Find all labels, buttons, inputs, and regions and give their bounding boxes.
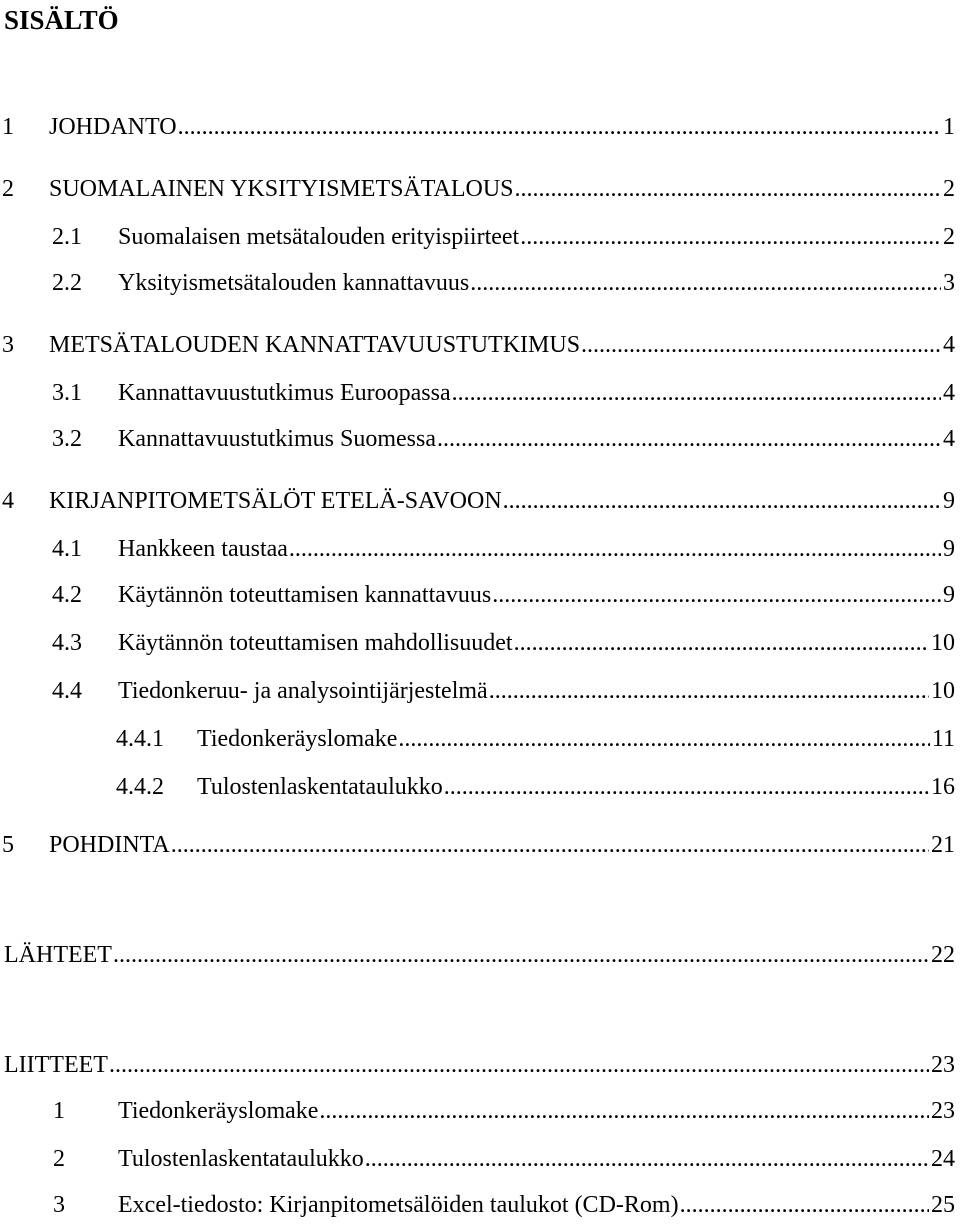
toc-entry[interactable] bbox=[0, 1190, 955, 1220]
toc-entry-title: Hankkeen taustaa bbox=[118, 536, 288, 562]
toc-entry-number: 4 bbox=[2, 488, 14, 514]
toc-entry-page: 4 bbox=[943, 380, 955, 406]
toc-entry[interactable] bbox=[0, 724, 955, 754]
toc-entry-page: 23 bbox=[931, 1052, 955, 1078]
toc-entry-title: Yksityismetsätalouden kannattavuus bbox=[118, 270, 470, 296]
toc-entry-number: 3.1 bbox=[52, 380, 82, 406]
page-title: SISÄLTÖ bbox=[4, 5, 119, 35]
dot-leader bbox=[489, 676, 929, 706]
toc-entry-number: 1 bbox=[53, 1098, 65, 1124]
dot-leader bbox=[171, 830, 929, 860]
toc-entry-number: 4.1 bbox=[52, 536, 82, 562]
toc-entry-page: 9 bbox=[943, 536, 955, 562]
toc-entry[interactable] bbox=[0, 330, 955, 360]
toc-entry-page: 24 bbox=[931, 1146, 955, 1172]
toc-entry-number: 3.2 bbox=[52, 426, 82, 452]
toc-entry[interactable] bbox=[0, 830, 955, 860]
toc-entry-page: 9 bbox=[943, 488, 955, 514]
toc-entry-title: Tulostenlaskentataulukko bbox=[197, 774, 443, 800]
dot-leader bbox=[452, 378, 941, 408]
dot-leader bbox=[289, 534, 941, 564]
toc-entry-number: 5 bbox=[2, 832, 14, 858]
dot-leader bbox=[515, 174, 941, 204]
dot-leader bbox=[437, 424, 941, 454]
toc-entry-page: 2 bbox=[943, 224, 955, 250]
toc-entry-page: 16 bbox=[931, 774, 955, 800]
toc-entry[interactable] bbox=[0, 486, 955, 516]
dot-leader bbox=[581, 330, 941, 360]
toc-entry-page: 11 bbox=[931, 726, 955, 752]
toc-entry-title: Tiedonkeräyslomake bbox=[197, 726, 398, 752]
toc-entry[interactable] bbox=[0, 772, 955, 802]
toc-entry-number: 3 bbox=[53, 1192, 65, 1218]
toc-entry-number: 4.4.2 bbox=[116, 774, 164, 800]
toc-entry[interactable] bbox=[0, 174, 955, 204]
toc-entry-page: 25 bbox=[931, 1192, 955, 1218]
dot-leader bbox=[503, 486, 941, 516]
toc-entry-number: 4.3 bbox=[52, 630, 82, 656]
toc-entry-number: 2.2 bbox=[52, 270, 82, 296]
toc-entry-page: 1 bbox=[943, 114, 955, 140]
toc-entry[interactable] bbox=[0, 1144, 955, 1174]
toc-entry[interactable] bbox=[0, 112, 955, 142]
toc-entry-title: LÄHTEET bbox=[4, 942, 112, 968]
toc-entry-page: 4 bbox=[943, 426, 955, 452]
toc-entry-number: 2 bbox=[2, 176, 14, 202]
dot-leader bbox=[444, 772, 929, 802]
dot-leader bbox=[319, 1096, 929, 1126]
toc-entry-number: 4.4 bbox=[52, 678, 82, 704]
dot-leader bbox=[113, 940, 929, 970]
toc-entry[interactable] bbox=[0, 268, 955, 298]
toc-entry-title: Käytännön toteuttamisen kannattavuus bbox=[118, 582, 492, 608]
toc-entry[interactable] bbox=[0, 940, 955, 970]
dot-leader bbox=[520, 222, 941, 252]
toc-entry-title: Tulostenlaskentataulukko bbox=[118, 1146, 364, 1172]
toc-entry-page: 23 bbox=[931, 1098, 955, 1124]
toc-entry-number: 3 bbox=[2, 332, 14, 358]
toc-entry-title: Suomalaisen metsätalouden erityispiirteet bbox=[118, 224, 520, 250]
toc-entry-page: 4 bbox=[943, 332, 955, 358]
dot-leader bbox=[365, 1144, 929, 1174]
dot-leader bbox=[398, 724, 929, 754]
toc-entry-number: 2 bbox=[53, 1146, 65, 1172]
dot-leader bbox=[492, 580, 941, 610]
toc-entry[interactable] bbox=[0, 676, 955, 706]
toc-entry-title: Kannattavuustutkimus Suomessa bbox=[118, 426, 436, 452]
toc-entry-title: Excel-tiedosto: Kirjanpitometsälöiden taulukot (CD-Rom) bbox=[118, 1192, 679, 1218]
toc-entry[interactable] bbox=[0, 1096, 955, 1126]
toc-entry-title: JOHDANTO bbox=[49, 114, 177, 140]
dot-leader bbox=[680, 1190, 929, 1220]
toc-entry-page: 21 bbox=[931, 832, 955, 858]
toc-entry[interactable] bbox=[0, 628, 955, 658]
toc-entry-number: 4.4.1 bbox=[116, 726, 164, 752]
toc-entry-title: Kannattavuustutkimus Euroopassa bbox=[118, 380, 451, 406]
toc-entry-title: POHDINTA bbox=[49, 832, 170, 858]
toc-entry-page: 22 bbox=[931, 942, 955, 968]
toc-entry-page: 10 bbox=[931, 630, 955, 656]
toc-entry[interactable] bbox=[0, 222, 955, 252]
toc-entry-number: 1 bbox=[2, 114, 14, 140]
toc-entry-title: SUOMALAINEN YKSITYISMETSÄTALOUS bbox=[49, 176, 514, 202]
toc-entry[interactable] bbox=[0, 534, 955, 564]
toc-entry-title: Käytännön toteuttamisen mahdollisuudet bbox=[118, 630, 513, 656]
toc-entry-title: KIRJANPITOMETSÄLÖT ETELÄ-SAVOON bbox=[49, 488, 502, 514]
dot-leader bbox=[178, 112, 941, 142]
toc-entry[interactable] bbox=[0, 1050, 955, 1080]
toc-entry-title: LIITTEET bbox=[4, 1052, 108, 1078]
dot-leader bbox=[514, 628, 929, 658]
toc-entry-title: METSÄTALOUDEN KANNATTAVUUSTUTKIMUS bbox=[49, 332, 581, 358]
toc-entry[interactable] bbox=[0, 378, 955, 408]
dot-leader bbox=[470, 268, 941, 298]
toc-entry-number: 4.2 bbox=[52, 582, 82, 608]
toc-entry-title: Tiedonkeräyslomake bbox=[118, 1098, 319, 1124]
dot-leader bbox=[109, 1050, 929, 1080]
toc-entry-page: 10 bbox=[931, 678, 955, 704]
toc-entry-page: 2 bbox=[943, 176, 955, 202]
toc-entry-number: 2.1 bbox=[52, 224, 82, 250]
toc-entry[interactable] bbox=[0, 580, 955, 610]
toc-entry-title: Tiedonkeruu- ja analysointijärjestelmä bbox=[118, 678, 488, 704]
toc-entry-page: 3 bbox=[943, 270, 955, 296]
toc-entry-page: 9 bbox=[943, 582, 955, 608]
toc-entry[interactable] bbox=[0, 424, 955, 454]
